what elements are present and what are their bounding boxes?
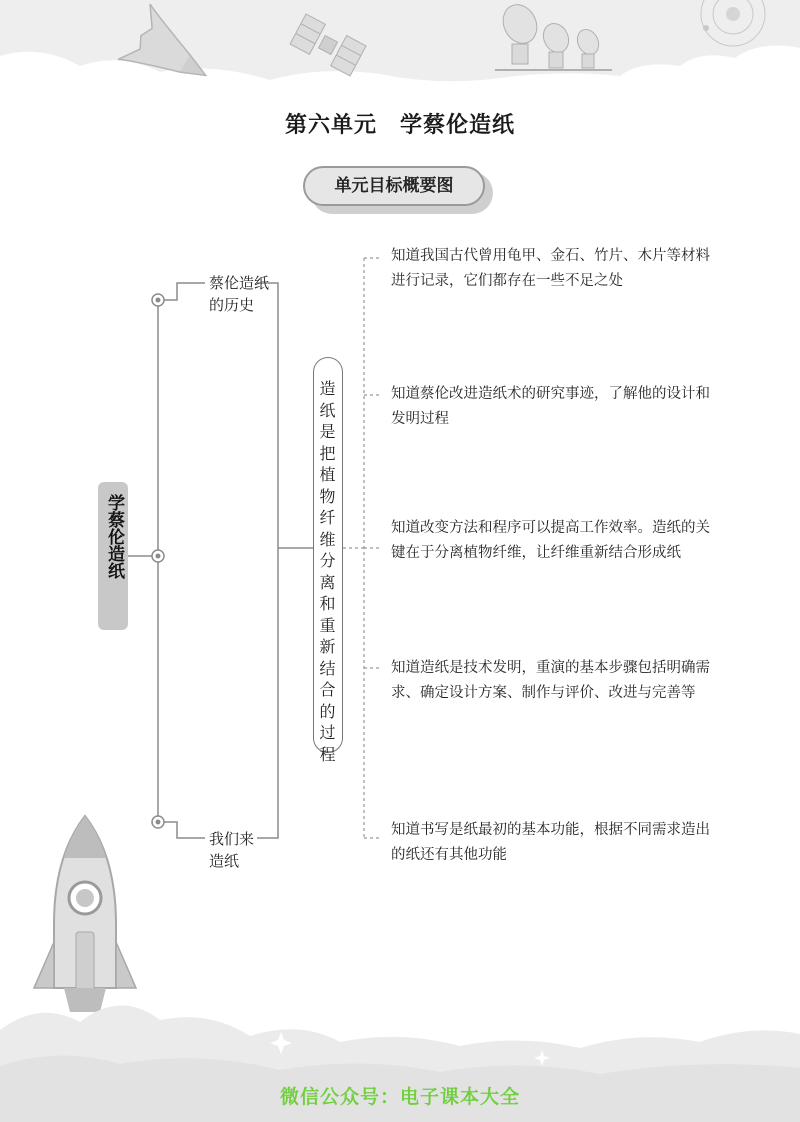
branch-making-line-2: 造纸 [209, 852, 240, 870]
center-concept-char: 分 [319, 551, 336, 570]
branch-history-line-1: 蔡伦造纸 [209, 274, 270, 292]
center-concept-text [314, 378, 341, 765]
center-concept-char: 植 [319, 465, 336, 484]
center-concept-char: 是 [319, 422, 336, 441]
center-concept-char: 纤 [319, 508, 336, 527]
center-concept-char: 程 [319, 744, 336, 764]
center-concept-char: 重 [319, 615, 336, 635]
center-concept-char: 物 [319, 486, 336, 506]
page-title: 第六单元 学蔡伦造纸 [284, 112, 515, 138]
center-concept-char: 离 [319, 572, 336, 592]
center-concept-char: 过 [319, 723, 336, 742]
goal-item: 知道造纸是技术发明，重演的基本步骤包括明确需求、确定设计方案、制作与评价、改进与完善等 [391, 660, 710, 701]
goal-item: 知道书写是纸最初的基本功能，根据不同需求造出的纸还有其他功能 [391, 822, 710, 863]
branch-history-line-2: 的历史 [209, 296, 255, 314]
root-node [98, 482, 128, 630]
goal-item: 知道蔡伦改进造纸术的研究事迹，了解他的设计和发明过程 [391, 386, 710, 427]
center-concept-char: 纸 [319, 400, 336, 420]
branch-making [209, 828, 279, 872]
footer-watermark: 微信公众号：电子课本大全 [279, 1086, 520, 1108]
center-concept-char: 和 [319, 594, 336, 613]
center-concept-char: 造 [319, 379, 336, 398]
center-concept-char: 维 [319, 529, 336, 549]
goal-item: 知道改变方法和程序可以提高工作效率。造纸的关键在于分离植物纤维，让纤维重新结合形成纸 [391, 520, 710, 561]
center-concept-char: 的 [319, 701, 336, 721]
center-concept-char: 把 [319, 443, 336, 463]
center-concept-char: 新 [319, 637, 336, 656]
branch-making-line-1: 我们来 [209, 830, 255, 848]
center-concept-char: 结 [319, 658, 336, 678]
branch-history [209, 272, 279, 316]
root-label: 学蔡伦造纸 [104, 494, 124, 579]
goal-item: 知道我国古代曾用龟甲、金石、竹片、木片等材料进行记录，它们都存在一些不足之处 [391, 248, 710, 289]
center-concept-pill [313, 357, 343, 764]
center-concept-char: 合 [319, 680, 336, 699]
badge-label: 单元目标概要图 [303, 166, 485, 206]
